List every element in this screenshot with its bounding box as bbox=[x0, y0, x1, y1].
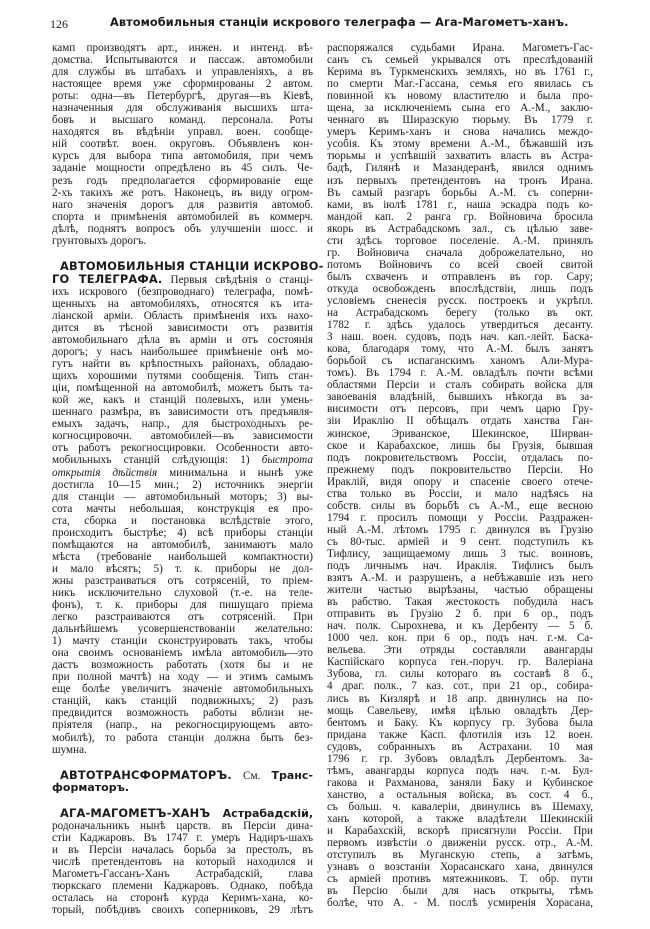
text-line: прежнему подъ покровительство Персіи. Но bbox=[327, 463, 593, 476]
text-line: на Астрабадскомъ берегу (только въ окт. bbox=[327, 307, 593, 320]
text-line: спорта и примѣненія автомобилей въ коммерч. bbox=[52, 210, 313, 223]
bold-reference: Астрабадскій, bbox=[210, 806, 313, 820]
text-line: въ Персію были для насъ открыты, тѣмъ bbox=[327, 885, 593, 898]
text-line: роты: одна—въ Петербургѣ, другая—въ Кіевѣ, bbox=[52, 90, 313, 103]
text-line: родоначальникъ нынѣ царств. въ Персіи дина- bbox=[52, 819, 313, 832]
text-line: откуда освобожденъ впослѣдствіи, лишь подъ bbox=[327, 282, 593, 295]
text-line: ста, сборка и постановка вслѣдствіе этого, bbox=[52, 514, 313, 527]
text-line: заданіе мощности опредѣлено въ 45 силъ. Че- bbox=[52, 162, 313, 175]
text-line: подъ личнымъ нач. Ираклія. Тифлисъ былъ bbox=[327, 560, 593, 573]
encyclopedia-entry bbox=[52, 258, 324, 756]
text-line: торый, побѣдивъ своихъ соперниковъ, 29 лѣтъ bbox=[52, 904, 313, 916]
text-line: 1000 чел. кон. при 6 ор., подъ нач. г.-м. Са- bbox=[327, 632, 593, 645]
text-line: курсъ для выбора типа автомобиля, при чемъ bbox=[52, 150, 313, 163]
text-line: отправить въ Грузію 2 б. при 6 ор., подъ bbox=[327, 608, 593, 621]
text-line: бентомъ и Баку. Къ корпусу гр. Зубова была bbox=[327, 716, 593, 729]
text-line: Въ самый разгаръ борьбы А.-М. съ соперни- bbox=[327, 186, 593, 199]
text-line bbox=[52, 454, 313, 466]
text-line: висимости отъ персовъ, при чемъ царю Гру- bbox=[327, 403, 593, 416]
text-line: 1794 г. просилъ помощи у Россіи. Раздражен- bbox=[327, 511, 593, 524]
text-line: предвидится возможность работы вблизи не- bbox=[52, 707, 313, 720]
text-line: ній соотвѣт. воен. округовъ. Объявленъ кон- bbox=[52, 138, 313, 151]
text-line: помѣщаются на автомобилѣ, занимаютъ мало bbox=[52, 538, 313, 551]
text-line: жинское, Эриванское, Шекинское, Ширван- bbox=[327, 427, 593, 440]
text-line: кой же, какъ и станцій полевыхъ, или умень- bbox=[52, 394, 313, 407]
text-line bbox=[52, 273, 313, 286]
running-header bbox=[50, 16, 569, 32]
emphasis-text: открытія дѣйствія bbox=[52, 466, 158, 479]
text-line: тѣмъ, авангарды корпуса подъ нач. г.-м. Бул- bbox=[327, 764, 593, 777]
text-line: станцій, какъ станцій подвижныхъ; 2) разъ bbox=[52, 695, 313, 708]
text-line: тюрьмы и успѣвшій захватить власть въ Астра- bbox=[327, 150, 593, 163]
encyclopedia-entry bbox=[52, 807, 313, 916]
text-run: мобильныхъ станцій слѣдующія: 1) bbox=[52, 454, 262, 467]
text-line: легко разстраиваются отъ сотрясеній. При bbox=[52, 611, 313, 624]
entry-headword: ГО ТЕЛЕГРАФА. bbox=[52, 271, 163, 286]
text-line: наго значенія дорогъ для развитія автомоб. bbox=[52, 198, 313, 211]
text-line: 1) мачту станціи сконструировать такъ, чтобы bbox=[52, 635, 313, 648]
bold-reference: форматоръ. bbox=[52, 780, 130, 794]
text-line: изъ первыхъ претендентовъ на тронъ Ирана. bbox=[327, 174, 593, 187]
text-line: дится въ тѣсной зависимости отъ развитія bbox=[52, 321, 313, 334]
text-line: еще болѣе увеличитъ значеніе автомобильныхъ bbox=[52, 683, 313, 696]
text-line: мѣста (требованіе наибольшей компактности) bbox=[52, 550, 313, 563]
text-line: сти здѣсь торговое поселеніе. А.-М. принялъ bbox=[327, 234, 593, 247]
text-line: собств. силы въ борьбѣ съ А.-М., еще весною bbox=[327, 499, 593, 512]
text-line: грунтовыхъ дорогъ. bbox=[52, 234, 147, 247]
text-line: при полной мачтѣ) на ходу — и этимъ самымъ bbox=[52, 671, 313, 684]
text-line: мощь Савельеву, имѣя цѣлью овладѣть Дер- bbox=[327, 704, 593, 717]
text-line: бадѣ, Гилянѣ и Мазандеранѣ, явился однимъ bbox=[327, 162, 593, 175]
text-line: дастъ возможность работать (хотя бы и не bbox=[52, 659, 313, 672]
text-line: шеннаго размѣра, въ зависимости отъ предъявля- bbox=[52, 406, 313, 419]
text-line: ханство, а остальныя войска, въ сост. 4 б., bbox=[327, 788, 593, 801]
text-line: ный А.-М. лѣтомъ 1795 г. двинулся въ Грузію bbox=[327, 523, 593, 536]
text-line: находятся въ вѣдѣніи управл. воен. сообще- bbox=[52, 126, 313, 139]
text-line: завоеванія владѣній, бывшихъ нѣкогда въ за- bbox=[327, 391, 593, 404]
text-line: ками, въ іюлѣ 1781 г., наша эскадра подъ ко- bbox=[327, 198, 593, 211]
right-column bbox=[327, 42, 593, 922]
text-line: для службы въ штабахъ и управленіяхъ, а въ bbox=[52, 66, 313, 79]
text-line: ханъ которой, а также владѣтели Шекинскій bbox=[327, 813, 593, 825]
text-line: емыхъ задачъ, напр., для быстроходныхъ ре- bbox=[52, 418, 313, 431]
paragraph bbox=[52, 42, 313, 247]
text-line: дѣлѣ, поднятъ вопросъ объ улучшеніи шосс. и bbox=[52, 222, 313, 235]
text-line: вельева. Эти отряды составляли авангарды bbox=[327, 644, 593, 657]
text-line: и Карабахскій, вскорѣ присягнули Россіи. При bbox=[327, 825, 593, 838]
text-line: настоящее время уже сформированы 2 автом. bbox=[52, 78, 313, 91]
text-line: лись въ Кизлярѣ и 18 апр. двинулись на по- bbox=[327, 692, 593, 705]
text-line: узнавъ о возстаніи Хорасанскаго хана, двинулся bbox=[327, 861, 593, 874]
text-line: подъ покровительствомъ Россіи, отдалась по- bbox=[327, 451, 593, 464]
text-line: 2-хъ такихъ же ротъ. Наконецъ, въ виду огром- bbox=[52, 186, 313, 199]
text-line: стіи Каджаровъ. Въ 1747 г. умеръ Надиръ-шахъ bbox=[52, 831, 313, 844]
text-line: въ рабство. Такая жестокость побудила насъ bbox=[327, 596, 593, 609]
text-line bbox=[52, 782, 313, 794]
text-line: отступилъ въ Муганскую степь, а затѣмъ, bbox=[327, 849, 593, 862]
text-line: 3 наш. воен. судовъ, подъ нач. кап.-лейт. Баска- bbox=[327, 331, 593, 344]
entry-headword: АВТОМОБИЛЬНЫЯ СТАНЦІИ ИСКРОВО- bbox=[60, 258, 324, 273]
text-line: пріятеля (напр., на рекогносцирующемъ авто- bbox=[52, 719, 313, 732]
text-line: никъ исключительно слуховой (т.-е. на теле- bbox=[52, 586, 313, 599]
text-line: мобилѣ), то работа станціи должна быть без- bbox=[52, 731, 313, 744]
text-line: бовъ и высшаго команд. персонала. Роты bbox=[52, 114, 313, 127]
text-line: отъ работъ рекогносцировки. Особенности авто- bbox=[52, 442, 313, 455]
text-line bbox=[52, 467, 313, 479]
text-line: распоряжался судьбами Ирана. Магометъ-Гас- bbox=[327, 42, 593, 54]
text-line: ихъ искрового (безпроводнаго) телеграфа, помѣ- bbox=[52, 285, 313, 298]
text-line: ченнаго въ Ширазскую тюрьму. Въ 1779 г. bbox=[327, 114, 593, 127]
text-line: домства. Испытываются и пассаж. автомобили bbox=[52, 54, 313, 67]
text-line: потомъ Войновичъ со всей своей свитой bbox=[327, 258, 593, 271]
text-line: умеръ Керимъ-ханъ и снова начались междо- bbox=[327, 126, 593, 139]
running-title: Автомобильныя станціи искрового телеграфа — Ага-Магометъ-ханъ. bbox=[110, 16, 569, 29]
text-line: усобія. Къ этому времени А.-М., бѣжавшій изъ bbox=[327, 138, 593, 151]
text-line: происходитъ быстрѣе; 4) всѣ приборы станціи bbox=[52, 526, 313, 539]
text-line: жны разстраиваться отъ сотрясеній, то пріем- bbox=[52, 574, 313, 587]
text-line: Тифлису, защищаемому лишь 3 тыс. воиновъ, bbox=[327, 547, 593, 560]
text-line: тюркскаго племени Каджаровъ. Однако, побѣда bbox=[52, 879, 313, 892]
text-line: гутъ найти въ крѣпостныхъ районахъ, обладаю- bbox=[52, 358, 313, 371]
text-line: нач. полк. Сырохнева, и къ Дербенту — 5 б. bbox=[327, 620, 593, 633]
text-line bbox=[52, 807, 313, 820]
text-line: Керима въ Туркменскихъ земляхъ, но въ 1761 г., bbox=[327, 66, 593, 79]
text-line: повинной къ новому властителю и была про- bbox=[327, 90, 593, 103]
text-line: санъ съ семьей укрывался отъ преслѣдованій bbox=[327, 54, 593, 67]
text-line: съ арміей противъ мятежниковъ. Т. обр. пути bbox=[327, 873, 593, 886]
text-line: и въ Персіи началась борьба за престолъ, въ bbox=[52, 843, 313, 856]
text-line: зіи Ираклію II обѣщалъ отдать ханства Ган- bbox=[327, 415, 593, 428]
text-line: придана также Касп. флотилія изъ 12 воен. bbox=[327, 728, 593, 741]
text-line: судовъ, собранныхъ въ Астрахани. 10 мая bbox=[327, 740, 593, 753]
text-line: якорь въ Астрабадскомъ зал., съ цѣлью заве- bbox=[327, 222, 593, 235]
text-line: ціи, помѣщенной на автомобилѣ, можетъ быть та- bbox=[52, 382, 313, 395]
text-line: ское и Карабахское, лишь бы Грузія, бывшая bbox=[327, 439, 593, 452]
text-line: первомъ извѣстіи о движеніи русск. отр., А.-М. bbox=[327, 837, 593, 850]
text-line: ліанской арміи. Область примѣненія ихъ нахо- bbox=[52, 309, 313, 322]
text-line: дорогъ; у насъ наибольшее примѣненіе онѣ мо- bbox=[52, 346, 313, 359]
text-line: взятъ А.-М. и разрушенъ, а небѣжавшіе изъ него bbox=[327, 572, 593, 585]
page-number: 126 bbox=[50, 17, 68, 31]
text-line: щена, за исключеніемъ сына его А.-М., заклю- bbox=[327, 102, 593, 115]
text-line: 1796 г. гр. Зубовъ овладѣлъ Дербентомъ. За- bbox=[327, 752, 593, 765]
text-line: былъ схваченъ и отправленъ въ гор. Сару; bbox=[327, 270, 593, 283]
text-line: 1782 г. здѣсь удалось утвердиться десанту. bbox=[327, 319, 593, 332]
text-line: для станціи — автомобильный моторъ; 3) вы- bbox=[52, 490, 313, 503]
text-line: ства только въ Россіи, и мало надѣясь на bbox=[327, 487, 593, 500]
text-line: мандой кап. 2 ранга гр. Войновича бросила bbox=[327, 210, 593, 223]
text-line: томъ). Въ 1794 г. А.-М. овладѣлъ почти всѣми bbox=[327, 367, 593, 380]
text-line: кова, благодаря тому, что А.-М. былъ занятъ bbox=[327, 343, 593, 356]
text-line: резъ годъ предполагается сформированіе еще bbox=[52, 174, 313, 187]
text-line: гр. Войновича сначала доброжелательно, но bbox=[327, 246, 593, 259]
text-line: камп производятъ арт., инжен. и интенд. вѣ- bbox=[52, 42, 313, 54]
text-line: шумна. bbox=[52, 743, 87, 756]
text-line: съ 80-тыс. арміей и 9 сент. подступилъ къ bbox=[327, 535, 593, 548]
text-line: когносцировочн. автомобилей—въ зависимости bbox=[52, 430, 313, 443]
paragraph bbox=[327, 42, 593, 909]
text-line: дальнѣйшемъ усовершенствованіи желательно: bbox=[52, 623, 313, 636]
text-line: условіемъ сненесія русск. построекъ и укрѣпл. bbox=[327, 294, 593, 307]
text-line: болѣе, что А. - М. послѣ усмиренія Хорасана, bbox=[327, 897, 593, 910]
encyclopedia-entry bbox=[52, 769, 313, 794]
bold-reference: Транс- bbox=[271, 768, 313, 782]
text-line: щенныхъ на автомобиляхъ, относятся къ ита- bbox=[52, 297, 313, 310]
text-line: и мало вѣсятъ; 5) т. к. приборы не дол- bbox=[52, 562, 313, 575]
text-line: достигла 10—15 мин.; 2) источникъ энергіи bbox=[52, 478, 313, 491]
text-line: Зубова, гл. силы котораго въ составѣ 8 б., bbox=[327, 668, 593, 681]
text-line: автомобильнаго дѣла въ арміи и отъ состоянія bbox=[52, 333, 313, 346]
text-line: 4 драг. полк., 7 каз. сот., при 21 ор., собира- bbox=[327, 680, 593, 693]
text-line: Каспійскаго корпуса ген.-поруч. гр. Валеріана bbox=[327, 656, 593, 669]
text-line: по смерти Маг.-Гассана, семья его явилась съ bbox=[327, 78, 593, 91]
text-line: жители частью вырѣзаны, частью обращены bbox=[327, 584, 593, 597]
text-run: Первыя свѣдѣнія о станці- bbox=[162, 273, 313, 286]
text-line: Магометъ-Гассанъ-Ханъ Астрабадскій, глава bbox=[52, 867, 313, 880]
text-line: съ больш. ч. кавалеріи, двинулись въ Шемаху, bbox=[327, 800, 593, 813]
text-line: она своимъ основаніемъ имѣла автомобиль—это bbox=[52, 647, 313, 660]
text-line: Ираклій, видя опору и спасеніе своего отече- bbox=[327, 475, 593, 488]
text-line: щихъ хорошими путями сообщенія. Типъ стан- bbox=[52, 370, 313, 383]
text-line: назначенныя для обслуживанія высшихъ шта- bbox=[52, 102, 313, 115]
text-run: минимальна и нынѣ уже bbox=[157, 466, 314, 479]
text-line: осталась на сторонѣ курда Керимъ-хана, ко- bbox=[52, 891, 313, 904]
left-column bbox=[52, 42, 324, 929]
text-run: См. bbox=[231, 769, 272, 782]
text-line: числѣ претендентовъ на который находился и bbox=[52, 855, 313, 868]
entry-headword: АВТОТРАНСФОРМАТОРЪ. bbox=[60, 767, 232, 782]
text-line: сота мачты небольшая, конструкція ея про- bbox=[52, 502, 313, 515]
text-line: борьбой съ испаганскимъ ханомъ Али-Мура- bbox=[327, 355, 593, 368]
text-line: гакова и Рахманова, заняли Баку и Кубинское bbox=[327, 776, 593, 789]
text-line: фонъ), т. к. приборы для пишущаго пріема bbox=[52, 599, 313, 612]
text-line: областями Персіи и сталъ собирать войска для bbox=[327, 379, 593, 392]
emphasis-text: быстрота bbox=[261, 454, 313, 467]
entry-headword: АГА-МАГОМЕТЪ-ХАНЪ bbox=[60, 805, 211, 820]
